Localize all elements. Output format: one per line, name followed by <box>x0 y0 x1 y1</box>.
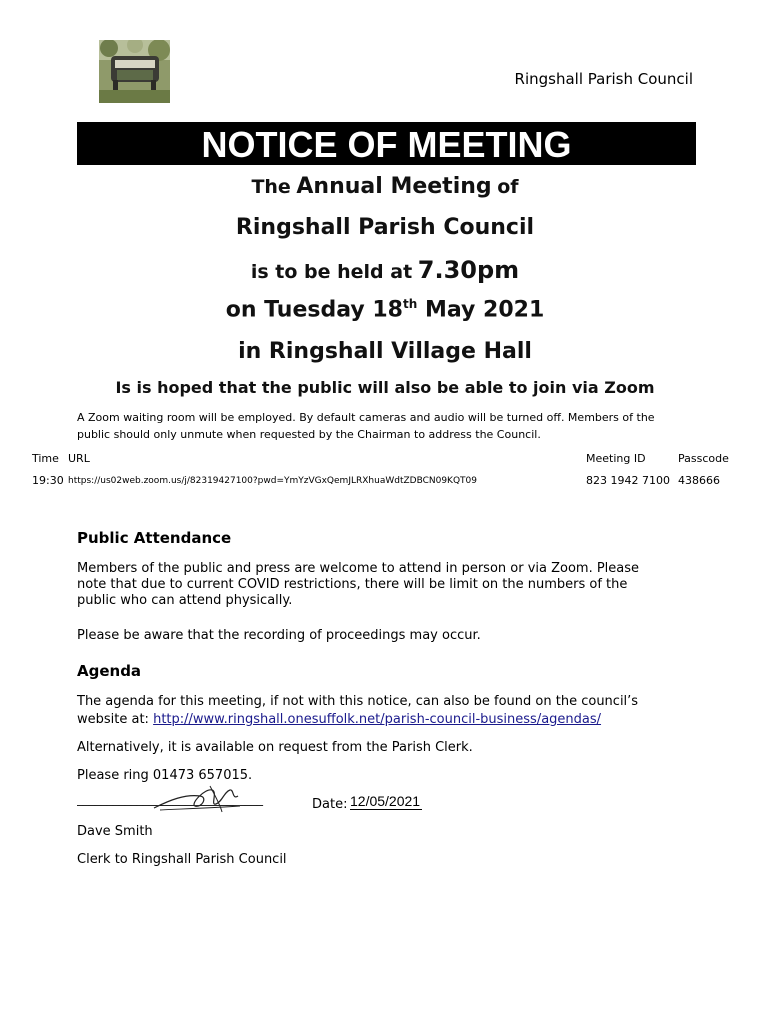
public-attendance-line-3: public who can attend physically. <box>77 593 293 608</box>
table-header-passcode: Passcode <box>678 452 729 465</box>
table-header-time: Time <box>32 452 59 465</box>
signature-line: _______________________________ <box>77 792 263 806</box>
headline-venue: in Ringshall Village Hall <box>238 339 532 364</box>
table-header-meeting-id: Meeting ID <box>586 452 646 465</box>
headline-date-suffix: th <box>403 297 418 311</box>
date-value: 12/05/2021 <box>350 793 421 809</box>
headline-of: of <box>497 176 519 198</box>
headline-time: 7.30pm <box>417 256 520 284</box>
clerk-role: Clerk to Ringshall Parish Council <box>77 852 287 867</box>
table-header-url: URL <box>68 452 90 465</box>
village-sign-icon <box>99 40 170 103</box>
table-row-passcode: 438666 <box>678 474 720 487</box>
table-row-url[interactable]: https://us02web.zoom.us/j/82319427100?pwd=YmYzVGxQemJLRXhuaWdtZDBCN09KQT09 <box>68 476 477 486</box>
headline-line-3 <box>0 256 770 284</box>
headline-date-prefix: on Tuesday 18 <box>225 297 403 323</box>
zoom-note-line-2: public should only unmute when requested by the Chairman to address the Council. <box>77 428 541 441</box>
agenda-website-label: website at: <box>77 712 149 727</box>
agenda-link[interactable]: http://www.ringshall.onesuffolk.net/parish-council-business/agendas/ <box>153 712 602 727</box>
headline-annual-meeting: Annual Meeting <box>296 174 492 199</box>
table-row-time: 19:30 <box>32 474 64 487</box>
public-attendance-line-2: note that due to current COVID restrictions, there will be limit on the numbers of the <box>77 577 628 592</box>
agenda-phone: Please ring 01473 657015. <box>77 768 253 783</box>
zoom-note-line-1: A Zoom waiting room will be employed. By default cameras and audio will be turned off. Members of the <box>77 411 655 424</box>
agenda-alternative: Alternatively, it is available on request from the Parish Clerk. <box>77 740 473 755</box>
headline-council: Ringshall Parish Council <box>235 215 535 240</box>
clerk-name: Dave Smith <box>77 824 153 839</box>
recording-notice: Please be aware that the recording of proceedings may occur. <box>77 628 481 643</box>
header-organization: Ringshall Parish Council <box>514 70 693 88</box>
headline-zoom: Is is hoped that the public will also be able to join via Zoom <box>115 378 655 397</box>
council-logo <box>99 40 170 103</box>
agenda-heading: Agenda <box>77 662 142 680</box>
headline-date <box>0 297 770 322</box>
headline-held-at: is to be held at <box>250 261 413 283</box>
agenda-line-2 <box>77 712 601 728</box>
table-row-meeting-id: 823 1942 7100 <box>586 474 670 487</box>
public-attendance-line-1: Members of the public and press are welcome to attend in person or via Zoom. Please <box>77 561 640 576</box>
headline-date-rest: May 2021 <box>424 297 545 323</box>
notice-banner: NOTICE OF MEETING <box>77 122 696 165</box>
headline-line-1 <box>0 174 770 199</box>
headline-the: The <box>251 176 291 198</box>
public-attendance-heading: Public Attendance <box>77 529 232 547</box>
date-label: Date: <box>312 797 348 812</box>
signature-scribble-icon <box>150 778 245 816</box>
agenda-line-1: The agenda for this meeting, if not with this notice, can also be found on the council’s <box>77 694 639 709</box>
